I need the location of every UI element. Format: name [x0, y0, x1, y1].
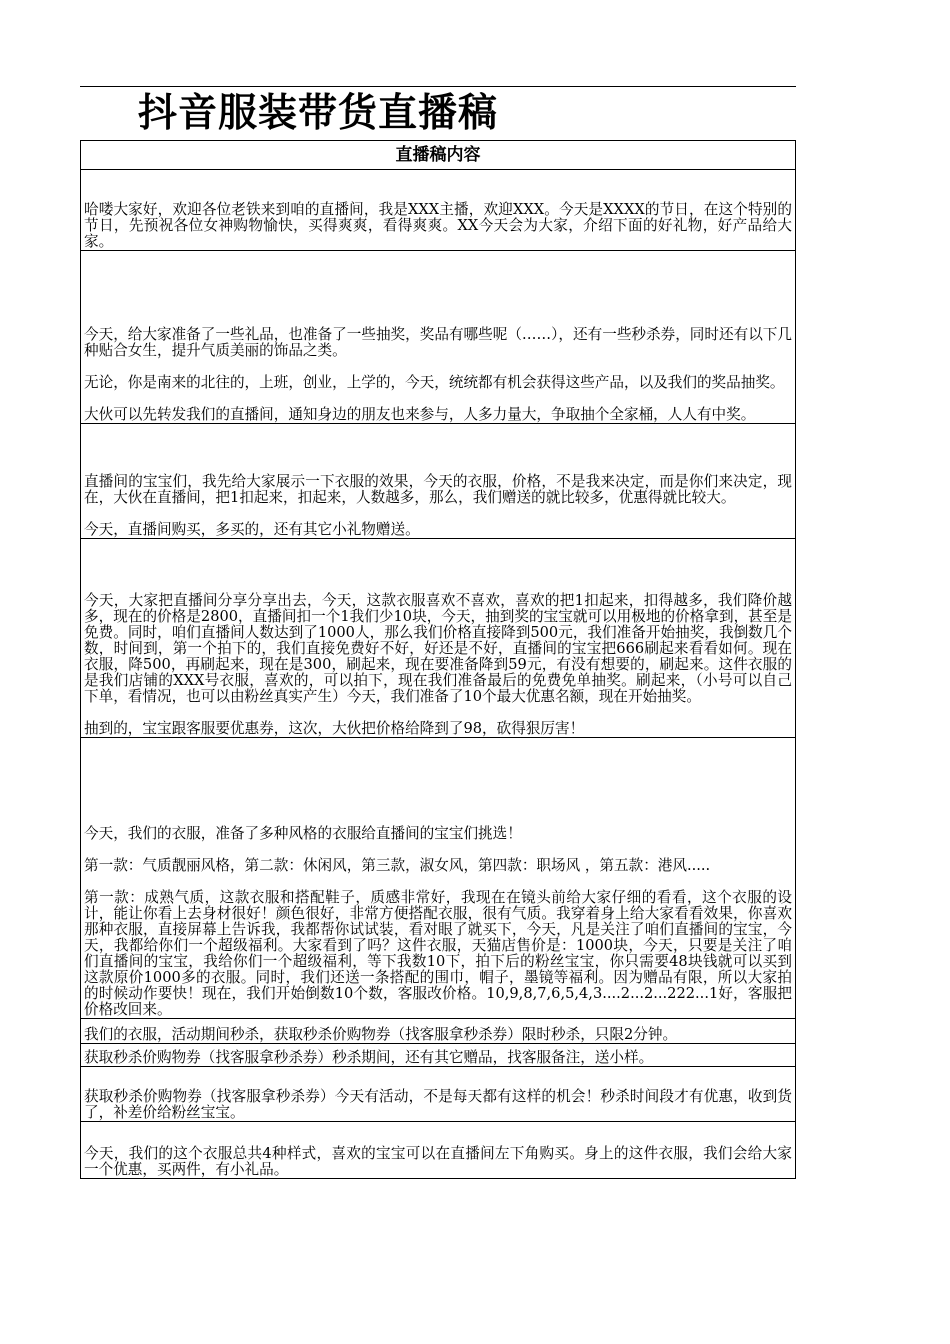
script-cell	[81, 170, 796, 251]
script-row	[81, 1019, 796, 1044]
script-cell	[81, 539, 796, 738]
script-paragraph: 今天，我们的衣服，准备了多种风格的衣服给直播间的宝宝们挑选！	[84, 825, 522, 842]
script-paragraph: 直播间的宝宝们，我先给大家展示一下衣服的效果，今天的衣服，价格，不是我来决定，而是你们来决定，现在，大伙在直播间，把1扣起来，扣起来，人数越多，那么，我们赠送的就比较多，优惠得就比较大。	[84, 473, 792, 506]
script-row	[81, 738, 796, 1019]
script-cell	[81, 1067, 796, 1122]
script-paragraph: 第一款：成熟气质，这款衣服和搭配鞋子，质感非常好，我现在在镜头前给大家仔细的看看，这个衣服的设计，能让你看上去身材很好！颜色很好，非常方便搭配衣服，很有气质。我穿着身上给大家看看效果，你喜欢那种衣服，直接屏幕上告诉我，我都帮你试试装，看对眼了就买下，今天，凡是关注了咱们直播间的宝宝，今天，我都给你们一个超级福利。大家看到了吗？这件衣服，天猫店售价是：1000块，今天，只要是关注了咱们直播间的宝宝，我给你们一个超级福利，等下我数10下，拍下后的粉丝宝宝，你只需要48块钱就可以买到这款原价1000多的衣服。同时，我们还送一条搭配的围巾，帽子，墨镜等福利。因为赠品有限，所以大家拍的时候动作要快！现在，我们开始倒数10个数，客服改价格。10,9,8,7,6,5,4,3....2...2...222...1好，客服把价格改回来。	[84, 889, 792, 1018]
script-cell	[81, 1122, 796, 1179]
script-paragraph: 今天，给大家准备了一些礼品，也准备了一些抽奖，奖品有哪些呢（……），还有一些秒杀券，同时还有以下几种贴合女生，提升气质美丽的饰品之类。	[84, 326, 792, 359]
script-paragraph: 抽到的，宝宝跟客服要优惠券，这次，大伙把价格给降到了98，砍得狠厉害！	[84, 720, 585, 737]
script-paragraph: 获取秒杀价购物券（找客服拿秒杀券）秒杀期间，还有其它赠品，找客服备注，送小样。	[84, 1049, 654, 1066]
table-header: 直播稿内容	[81, 141, 796, 170]
script-row	[81, 539, 796, 738]
script-row	[81, 1122, 796, 1179]
script-table	[80, 140, 796, 1179]
script-paragraph: 无论，你是南来的北往的，上班，创业，上学的，今天，统统都有机会获得这些产品，以及我们的奖品抽奖。	[84, 374, 785, 391]
script-row	[81, 170, 796, 251]
script-row	[81, 251, 796, 424]
script-cell	[81, 424, 796, 539]
script-cell	[81, 738, 796, 1019]
top-rule	[80, 86, 796, 87]
script-paragraph: 大伙可以先转发我们的直播间，通知身边的朋友也来参与，人多力量大，争取抽个全家桶，人人有中奖。	[84, 406, 756, 423]
script-paragraph: 今天，大家把直播间分享分享出去，今天，这款衣服喜欢不喜欢，喜欢的把1扣起来，扣得越多，我们降价越多，现在的价格是2800，直播间扣一个1我们少10块，今天，抽到奖的宝宝就可以用极地的价格拿到，甚至是免费。同时，咱们直播间人数达到了1000人，那么我们价格直接降到500元，我们准备开始抽奖，我倒数几个数，时间到，第一个拍下的，我们直接免费好不好，好还是不好，直播间的宝宝把666刷起来看看如何。现在衣服，降500，再刷起来，现在是300，刷起来，现在要准备降到59元，有没有想要的，刷起来。这件衣服的是我们店铺的XXX号衣服，喜欢的，可以拍下，现在我们准备最后的免费免单抽奖。刷起来，（小号可以自己下单，看情况，也可以由粉丝真实产生）今天，我们准备了10个最大优惠名额，现在开始抽奖。	[84, 592, 792, 705]
script-row	[81, 1067, 796, 1122]
script-cell	[81, 251, 796, 424]
script-paragraph: 今天，我们的这个衣服总共4种样式，喜欢的宝宝可以在直播间左下角购买。身上的这件衣服，我们会给大家一个优惠，买两件，有小礼品。	[84, 1145, 792, 1178]
script-paragraph: 哈喽大家好，欢迎各位老铁来到咱的直播间，我是XXX主播，欢迎XXX。今天是XXXX的节日，在这个特别的节日，先预祝各位女神购物愉快，买得爽爽，看得爽爽。XX今天会为大家，介绍下面的好礼物，好产品给大家。	[84, 201, 792, 250]
script-paragraph: 第一款：气质靓丽风格，第二款：休闲风，第三款，淑女风，第四款：职场风 ，第五款：港风.....	[84, 857, 711, 874]
table-header-row	[81, 141, 796, 170]
script-paragraph: 我们的衣服，活动期间秒杀，获取秒杀价购物券（找客服拿秒杀券）限时秒杀，只限2分钟。	[84, 1026, 678, 1043]
document-title: 抖音服装带货直播稿	[138, 91, 499, 136]
script-paragraph: 获取秒杀价购物券（找客服拿秒杀券）今天有活动，不是每天都有这样的机会！秒杀时间段才有优惠，收到货了，补差价给粉丝宝宝。	[84, 1088, 792, 1121]
script-row	[81, 424, 796, 539]
script-cell	[81, 1019, 796, 1044]
script-cell	[81, 1044, 796, 1067]
script-paragraph: 今天，直播间购买，多买的，还有其它小礼物赠送。	[84, 521, 420, 538]
script-row	[81, 1044, 796, 1067]
